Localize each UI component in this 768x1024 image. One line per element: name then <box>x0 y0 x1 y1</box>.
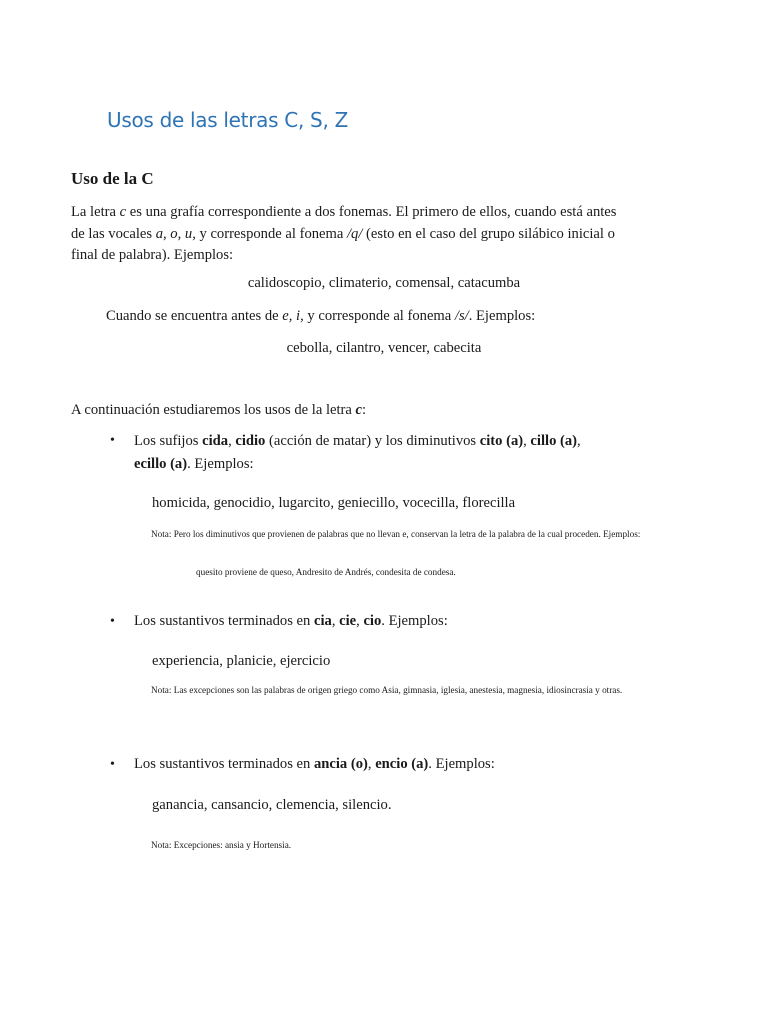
bullet-2-line-1: Los sustantivos terminados en cia, cie, cio. Ejemplos: <box>134 613 448 629</box>
intro-line-3: final de palabra). Ejemplos: <box>71 247 234 263</box>
bullet-1-note: Nota: Pero los diminutivos que provienen de palabras que no llevan e, conservan la letra de la palabra de la cual proceden. Ejemplos: <box>151 529 641 539</box>
bullet-marker: • <box>110 433 115 448</box>
soft-c-rule: Cuando se encuentra antes de e, i, y corresponde al fonema /s/. Ejemplos: <box>106 308 536 324</box>
bullet-1-line-2: ecillo (a). Ejemplos: <box>134 456 254 472</box>
examples-hard-c: calidoscopio, climaterio, comensal, catacumba <box>247 275 521 291</box>
page-title: Usos de las letras C, S, Z <box>107 108 348 132</box>
bullet-1-examples: homicida, genocidio, lugarcito, geniecillo, vocecilla, florecilla <box>152 495 516 511</box>
examples-soft-c: cebolla, cilantro, vencer, cabecita <box>286 340 482 356</box>
bullet-3-note: Nota: Excepciones: ansia y Hortensia. <box>151 840 292 850</box>
section-heading: Uso de la C <box>71 169 154 188</box>
intro-line-1: La letra c es una grafía correspondiente a dos fonemas. El primero de ellos, cuando está antes <box>71 204 617 220</box>
continuation-text: A continuación estudiaremos los usos de la letra c: <box>71 402 367 418</box>
bullet-1-note-examples: quesito proviene de queso, Andresito de Andrés, condesita de condesa. <box>196 567 456 577</box>
bullet-2-examples: experiencia, planicie, ejercicio <box>152 653 331 669</box>
bullet-marker: • <box>110 614 115 629</box>
intro-line-2: de las vocales a, o, u, y corresponde al fonema /q/ (esto en el caso del grupo silábico inicial o <box>71 225 615 242</box>
bullet-3-line-1: Los sustantivos terminados en ancia (o), encio (a). Ejemplos: <box>134 756 495 772</box>
bullet-2-note: Nota: Las excepciones son las palabras de origen griego como Asia, gimnasia, iglesia, anestesia, magnesia, idiosincrasia y otras. <box>151 685 623 695</box>
bullet-3-examples: ganancia, cansancio, clemencia, silencio. <box>152 797 392 813</box>
bullet-marker: • <box>110 757 115 772</box>
bullet-1-line-1: Los sufijos cida, cidio (acción de matar) y los diminutivos cito (a), cillo (a), <box>134 433 581 449</box>
